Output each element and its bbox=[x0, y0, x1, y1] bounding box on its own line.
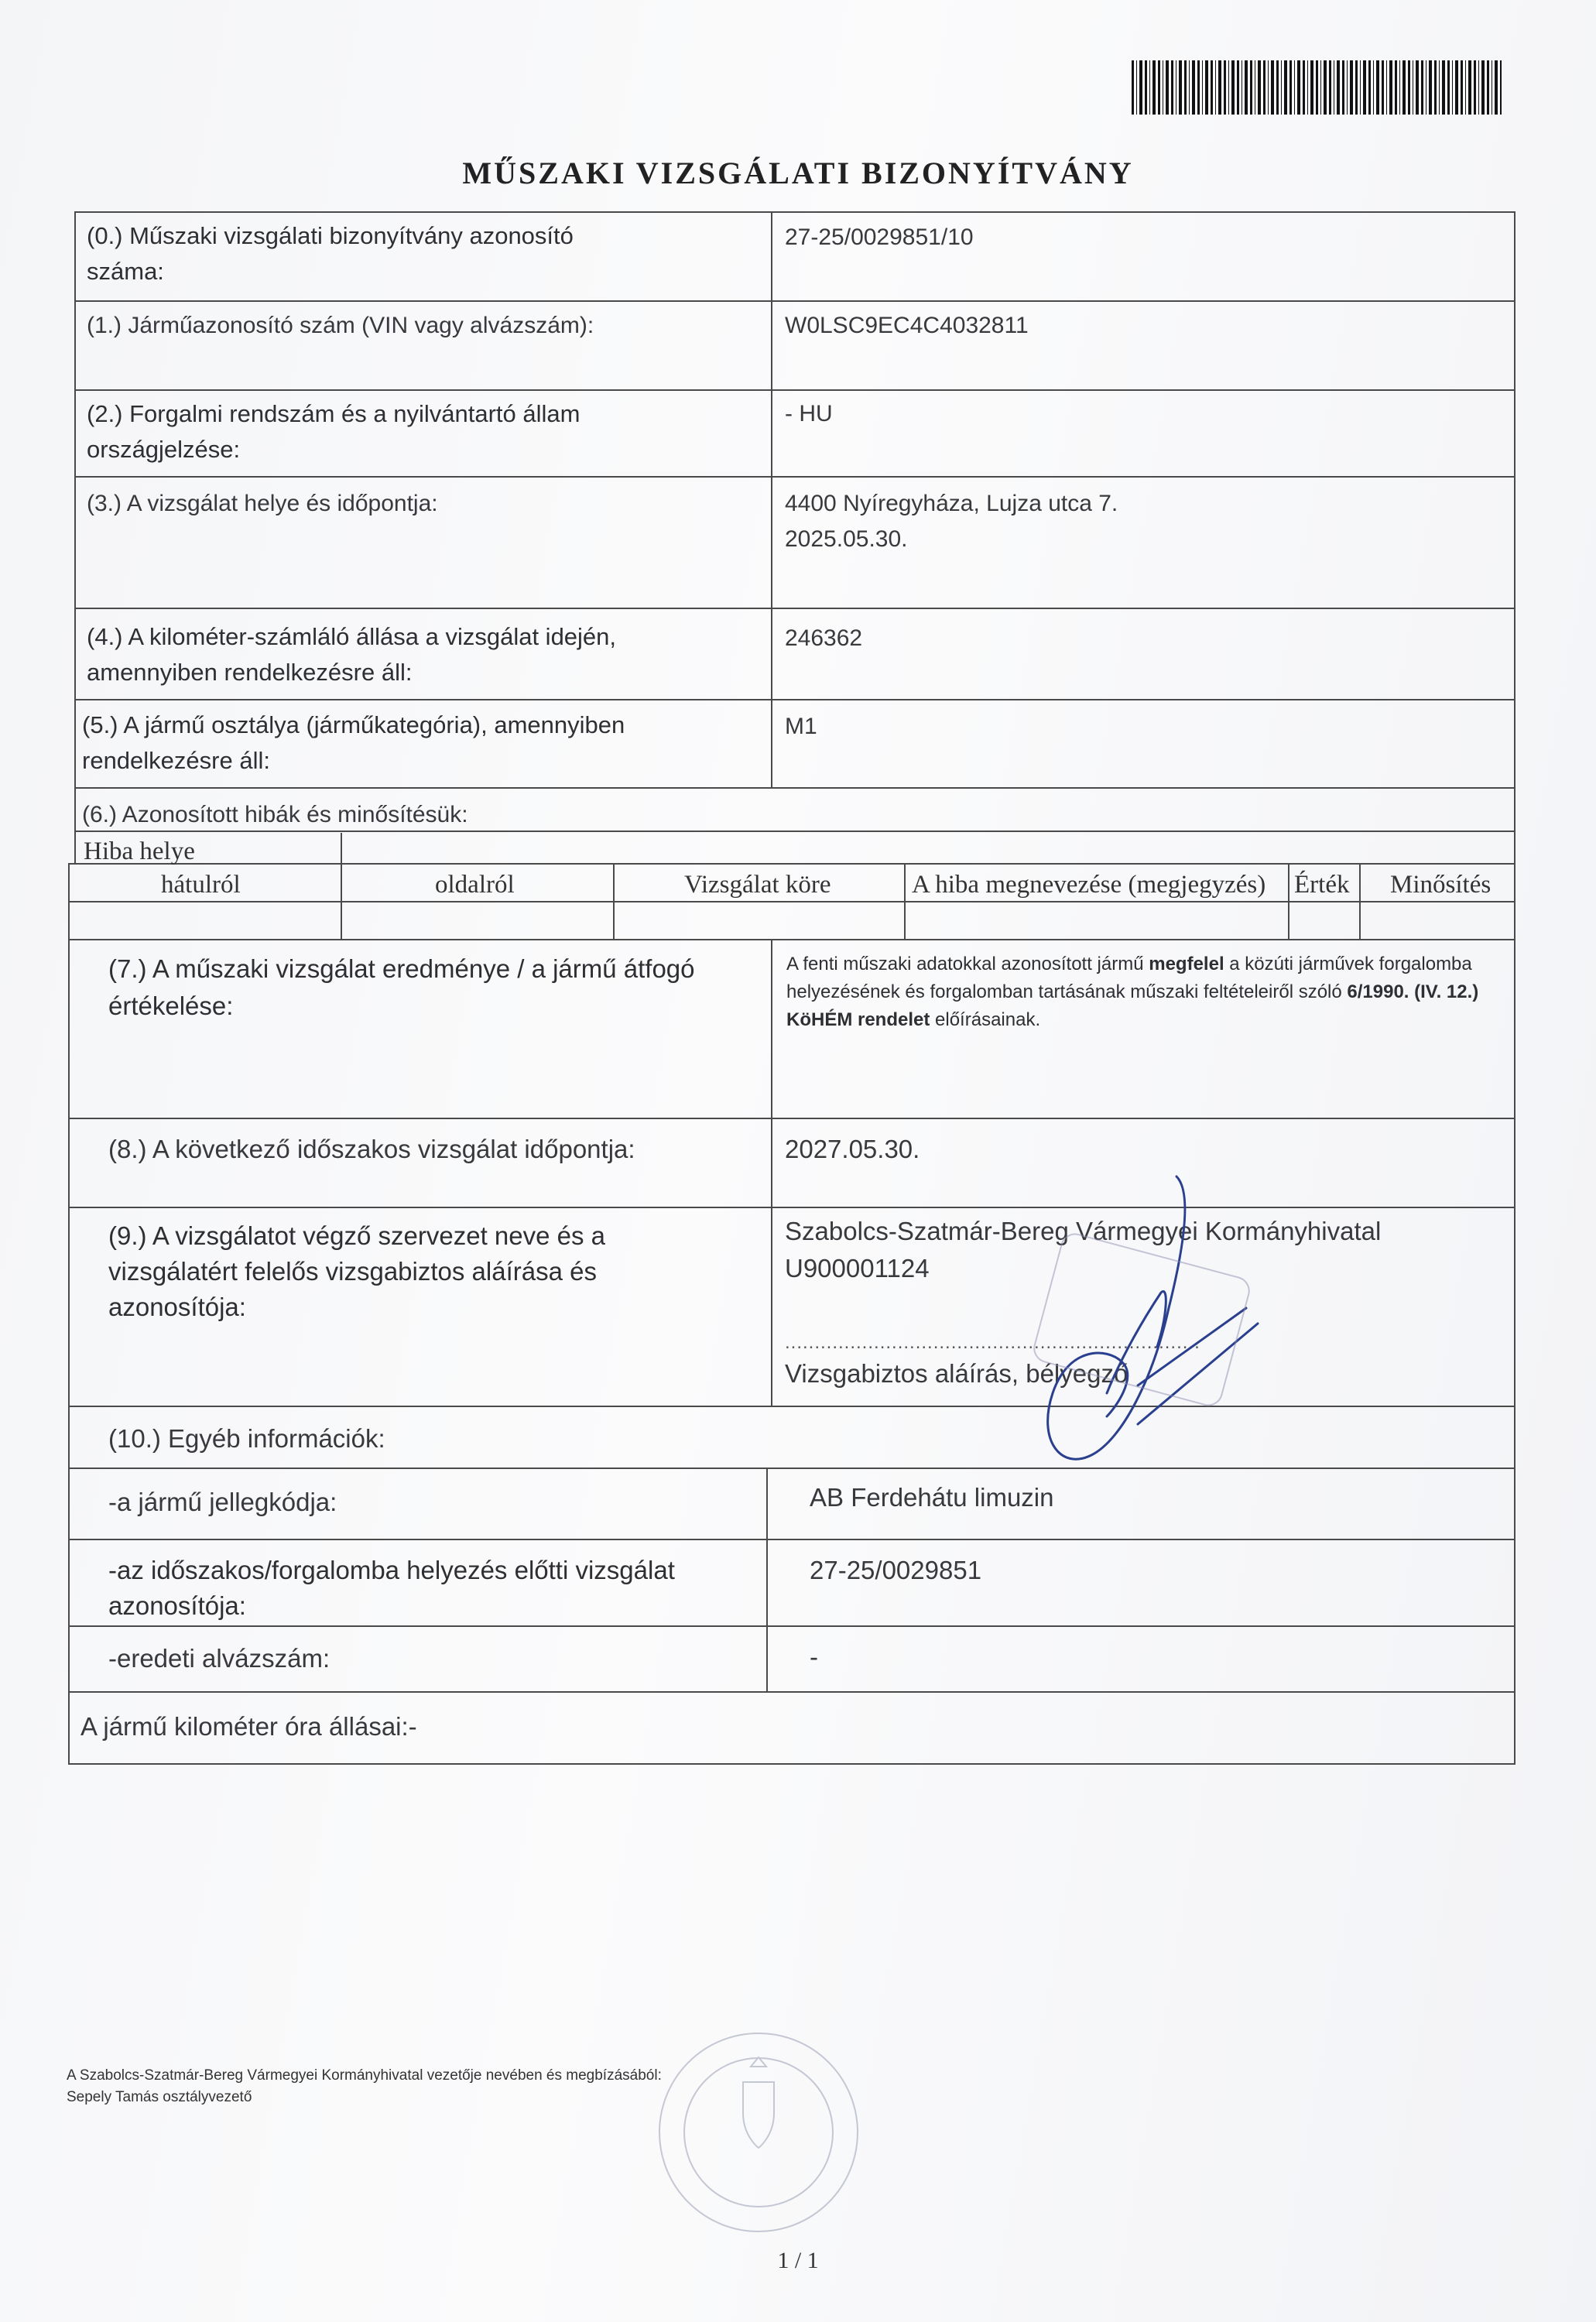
document-title: MŰSZAKI VIZSGÁLATI BIZONYÍTVÁNY bbox=[462, 156, 1134, 190]
inspector-signature bbox=[991, 1161, 1300, 1486]
previous-inspection-label: -az időszakos/forgalomba helyezés előtti vizsgálat azonosítója: bbox=[108, 1556, 675, 1620]
column-defect-name: A hiba megnevezése (megjegyzés) bbox=[912, 871, 1266, 899]
column-rating: Minősítés bbox=[1390, 871, 1492, 899]
row-2-label: (2.) Forgalmi rendszám és a nyilvántartó állam országjelzése: bbox=[87, 400, 581, 463]
inspection-date: 2025.05.30. bbox=[785, 526, 908, 552]
vehicle-type-code-label: -a jármű jellegkódja: bbox=[108, 1488, 337, 1516]
row-7-label: (7.) A műszaki vizsgálat eredménye / a jármű átfogó értékelése: bbox=[108, 954, 695, 1020]
column-value: Érték bbox=[1294, 871, 1350, 899]
barcode bbox=[1132, 60, 1502, 115]
defect-location-header: Hiba helye bbox=[84, 837, 195, 865]
regulation-reference: 6/1990. (IV. 12.) KöHÉM rendelet bbox=[786, 981, 1479, 1030]
odometer-history-label: A jármű kilométer óra állásai:- bbox=[80, 1712, 417, 1741]
row-10-label: (10.) Egyéb információk: bbox=[108, 1424, 385, 1453]
certificate-number: 27-25/0029851/10 bbox=[785, 224, 974, 250]
footer-line-2: Sepely Tamás osztályvezető bbox=[67, 2089, 252, 2105]
official-seal-stamp bbox=[642, 2020, 875, 2245]
next-inspection-date: 2027.05.30. bbox=[785, 1135, 920, 1163]
signature-line: ...................................................................... bbox=[785, 1332, 1200, 1353]
row-1-label: (1.) Járműazonosító szám (VIN vagy alvázszám): bbox=[87, 313, 594, 338]
row-0-label: (0.) Műszaki vizsgálati bizonyítvány azonosító száma: bbox=[87, 222, 574, 285]
column-scope: Vizsgálat köre bbox=[684, 871, 831, 899]
result-text: A fenti műszaki adatokkal azonosított jármű megfelel a közúti járművek forgalomba helyezésének és forgalomban tartásának műszaki feltételeiről szóló 6/1990. (IV. 12.) KöHÉM rendelet előírásainak. bbox=[786, 954, 1479, 1030]
page-number: 1 / 1 bbox=[777, 2248, 819, 2273]
odometer-value: 246362 bbox=[785, 625, 863, 651]
row-3-label: (3.) A vizsgálat helye és időpontja: bbox=[87, 491, 438, 516]
vin-value: W0LSC9EC4C4032811 bbox=[785, 313, 1029, 338]
original-chassis-label: -eredeti alvázszám: bbox=[108, 1644, 331, 1673]
vehicle-category-value: M1 bbox=[785, 714, 817, 739]
result-verdict: megfelel bbox=[1149, 954, 1224, 974]
row-8-label: (8.) A következő időszakos vizsgálat időpontja: bbox=[108, 1135, 635, 1163]
column-back: hátulról bbox=[161, 871, 241, 899]
inspecting-organization: Szabolcs-Szatmár-Bereg Vármegyei Kormányhivatal bbox=[785, 1217, 1382, 1245]
footer-note bbox=[67, 2065, 662, 2108]
registration-value: - HU bbox=[785, 401, 833, 426]
signature-label: Vizsgabiztos aláírás, bélyegző bbox=[785, 1359, 1129, 1388]
row-6-label: (6.) Azonosított hibák és minősítésük: bbox=[82, 802, 468, 827]
footer-line-1: A Szabolcs-Szatmár-Bereg Vármegyei Kormányhivatal vezetője nevében és megbízásából: bbox=[67, 2067, 662, 2084]
row-5-label: (5.) A jármű osztálya (járműkategória), amennyiben rendelkezésre áll: bbox=[82, 711, 625, 774]
row-4-label: (4.) A kilométer-számláló állása a vizsgálat idején, amennyiben rendelkezésre áll: bbox=[87, 623, 617, 686]
original-chassis-value: - bbox=[810, 1642, 818, 1671]
column-side: oldalról bbox=[435, 871, 515, 899]
inspection-place: 4400 Nyíregyháza, Lujza utca 7. bbox=[785, 491, 1118, 516]
vehicle-type-code-value: AB Ferdehátu limuzin bbox=[810, 1483, 1054, 1512]
previous-inspection-value: 27-25/0029851 bbox=[810, 1556, 982, 1584]
inspector-id: U900001124 bbox=[785, 1254, 930, 1283]
row-9-label: (9.) A vizsgálatot végző szervezet neve és a vizsgálatért felelős vizsgabiztos aláírása és azonosítója: bbox=[108, 1221, 606, 1321]
